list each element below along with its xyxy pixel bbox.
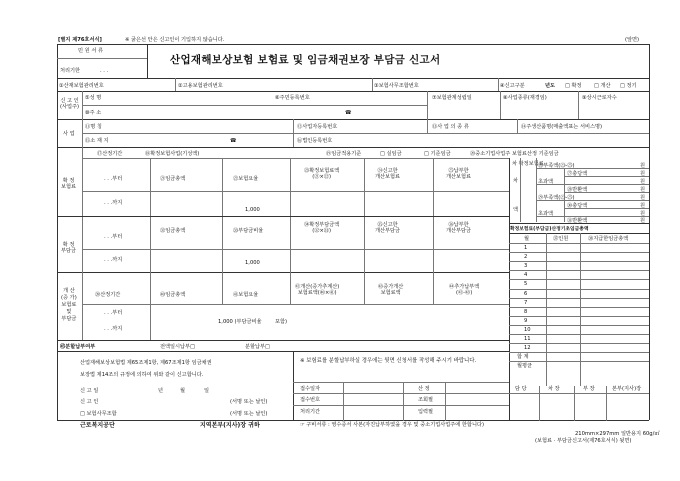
reporter-sign: (서명 또는 날인) [230, 399, 268, 405]
month-row-label: 3 [524, 263, 528, 270]
estimate-label: 개 산 (증 가) 보험료 및 부담금 [61, 288, 77, 322]
confirm-to: . . .까지 [104, 200, 123, 206]
levy-reported-est: ㉟신고한 개산부담금 [375, 222, 401, 234]
reporter-group-label: 신 고 인 (사업주) [60, 98, 80, 110]
side-row-5: ㉙부족액(㉓-㉕) [538, 195, 575, 201]
paper-size: 210mm×297mm 일반용지 60g/㎡ [575, 431, 660, 437]
report-date-month: 월 [180, 388, 186, 394]
report-date-label: 신 고 일 [80, 388, 99, 394]
side-unit-4: 원 [640, 187, 646, 193]
receipt-label: 민 원 서 류 [78, 48, 103, 54]
month-row-label: 1 [524, 245, 528, 251]
report-type-year: 년도 [545, 83, 556, 89]
office-receipt-no: 접수번호 [300, 397, 321, 403]
approval-head: 본부(지사)장 [612, 386, 642, 392]
page-side-label: (앞면) [625, 37, 640, 43]
month-row-label: 12 [524, 345, 531, 352]
month-total-label: 합 계 [517, 354, 529, 361]
side-unit-7: 원 [640, 211, 646, 217]
approval-deputy: 차 장 [548, 386, 560, 392]
form-title: 산업재해보상보험 보험료 및 임금채권보장 부담금 신고서 [170, 54, 441, 66]
side-unit-2: 원 [640, 171, 646, 177]
agent-checkbox[interactable]: □ 보험사무조합 [80, 411, 117, 417]
wage-col-people: ㊲인원 [553, 236, 569, 242]
header-notice: ※ 굵은선 안은 신고인이 기입하지 않습니다. [125, 37, 225, 43]
month-row-label: 6 [524, 290, 528, 297]
confirm-paid-est: ㉕납부한 개산보험료 [446, 168, 472, 180]
wage-col-month: 월 [524, 236, 530, 242]
agent-sign: (서명 또는 날인) [230, 411, 268, 417]
biz-period-label: ⑧사업종류(재경임) [503, 95, 547, 101]
office-calc: 산 정 [418, 386, 430, 392]
office-receipt-date: 접수일자 [300, 386, 321, 392]
side-row-7: ㉚충당액 [567, 203, 588, 209]
approval-manager: 부 장 [583, 386, 595, 392]
report-date-year: 년 [158, 388, 164, 394]
wage-base-label: ⑲임금적용기준 [326, 151, 362, 157]
install-opt-lump[interactable]: 전액일시납부□ [160, 344, 195, 350]
office-period: 처리기간 [300, 409, 321, 415]
installment-note: ※ 보험료를 분할납부하실 경우에는 뒷면 신청서를 작성해 주시기 바랍니다. [300, 358, 477, 364]
side-unit-1: 원 [640, 163, 646, 169]
install-opt-split[interactable]: 분할납부□ [245, 344, 270, 350]
side-row-3: ㉗충당액 [567, 171, 588, 177]
estimate-to: . . .까지 [104, 326, 123, 332]
reporter-address-label: ⑩주 소 [85, 110, 102, 116]
declaration-line-1: 산업재해보상보험법 제65조제1항, 제67조제1항 임금채권 [80, 360, 212, 366]
side-row-8: ㉛반환액 [567, 218, 588, 224]
side-row-2: 초과액 [538, 179, 554, 185]
installment-label: ㊺분할납부여부 [60, 344, 96, 350]
deadline-label: 처리기한 [60, 68, 81, 74]
month-row-label: 2 [524, 254, 528, 261]
levy-wage-total: ㉜임금총액 [160, 228, 186, 234]
levy-from: . . .부터 [104, 234, 123, 240]
confirm-premium-label: 확 정 보험료 [61, 178, 77, 190]
month-row-label: 10 [524, 326, 531, 333]
side-group-1: 차 [513, 178, 519, 184]
conf-date-label: ⑱확정보험사업(기성액) [145, 151, 200, 157]
declaration-line-2: 보장법 제14조의 규정에 의하여 위와 같이 신고합니다. [80, 372, 204, 378]
deadline-value: . . . [100, 68, 109, 74]
month-row-label: 11 [524, 336, 531, 342]
month-average-label: 월평균 [517, 363, 533, 370]
side-box-title: 차 확정보험료 [512, 161, 544, 167]
confirm-from: . . .부터 [104, 176, 123, 182]
wage-col-total: ㊳지급한임금총액 [588, 236, 629, 242]
levy-amount: ㉞확정부담금액 (㉜×㉝) [304, 222, 340, 234]
side-unit-5: 원 [640, 195, 646, 201]
agency-name: 근로복지공단 [80, 422, 115, 429]
wage-opt-standard[interactable]: □ 기준임금 [424, 151, 451, 157]
side-unit-6: 원 [640, 203, 646, 209]
wage-opt-sme: ⑳중소기업사업주 보험료산정 기준임금 [470, 151, 559, 157]
side-row-1: ㉖부족액(㉓-㉕) [538, 163, 575, 169]
estimate-levy-rate: 1,000 (부담금비율 [218, 319, 262, 325]
levy-rate-unit: 1,000 [245, 260, 260, 266]
side-unit-3: 원 [640, 179, 646, 185]
confirm-levy-label: 확 정 부담금 [61, 242, 77, 254]
confirm-reported-est: ㉔신고한 개산보험료 [375, 168, 401, 180]
approval-staff: 담 당 [515, 386, 527, 392]
form-number: [별지 제76호서식] [58, 37, 102, 43]
report-date-day: 일 [204, 388, 210, 394]
confirm-rate-unit: 1,000 [245, 207, 260, 213]
estimate-rate: ㊶보험요율 [233, 292, 259, 298]
contract-no-label: ③보험사무조합번호 [374, 83, 419, 89]
month-row-label: 7 [524, 299, 528, 306]
report-type-estimate[interactable]: □ 개산 [594, 83, 611, 89]
attachments-note: ☞ 구비서류 : 영수증서 사본(자진납부하였을 경우 및 중소기업사업주에 한합니다) [300, 422, 484, 428]
month-row-label: 8 [524, 308, 528, 315]
estimate-increase: ㊸증가개산 보험료액 [378, 284, 404, 296]
reporter-phone-icon: ☎ [345, 110, 352, 116]
office-lookup: 조회필 [418, 397, 434, 403]
estimate-levy-rate-end: 포함) [275, 319, 288, 325]
levy-to: . . .까지 [104, 257, 123, 263]
estimate-amount: ㊷개산(증가추계산) 보험료액(㊵×㊶) [295, 284, 340, 296]
footer-note: (보험료 · 부담금신고서(제76호서식) 뒷면) [535, 438, 632, 444]
month-row-label: 9 [524, 317, 528, 324]
workers-label: ⑨상시근로자수 [582, 95, 617, 101]
office-input: 입력필 [418, 409, 434, 415]
levy-paid-est: ㊱납부한 개산부담금 [446, 222, 472, 234]
main-product-label: ⑭주생산품명(매출액표는 서비스명) [521, 124, 603, 130]
reporter-name-label: ⑤성 명 [85, 95, 102, 101]
side-group-2: 액 [513, 207, 519, 213]
corp-no-label: ⑯법인등록번호 [297, 138, 333, 144]
estimate-wage-total: ㊵임금총액 [160, 292, 186, 298]
work-mgmt-no-label: ①산재보험관리번호 [59, 83, 104, 89]
biz-type-label: ⑬사 업 의 종 류 [432, 124, 469, 130]
report-type-periodic[interactable]: □ 정기 [620, 83, 637, 89]
confirm-wage-total: ㉑임금총액 [160, 176, 186, 182]
wage-opt-actual[interactable]: □ 실임금 [380, 151, 402, 157]
relation-date-label: ⑦보험관계성립일 [432, 95, 472, 101]
confirm-amount: ㉓확정보험료액 (㉑×㉒) [304, 168, 340, 180]
side-unit-8: 원 [640, 218, 646, 224]
estimate-period: ㊴산정기간 [95, 292, 121, 298]
business-phone-icon: ☎ [230, 138, 237, 144]
confirm-rate: ㉒보험요율 [233, 176, 259, 182]
resident-no-label: ⑥주민등록번호 [275, 95, 310, 101]
emp-mgmt-no-label: ②고용보험관리번호 [178, 83, 223, 89]
side-row-4: ㉘반환액 [567, 187, 588, 193]
side-row-6: 초과액 [538, 211, 554, 217]
branch-name: 지역본부(지사)장 귀하 [200, 422, 260, 429]
business-group-label: 사 업 [63, 131, 75, 137]
period-label: ⑰산정기간 [97, 151, 123, 157]
report-type-label: ④신고구분 [500, 83, 525, 89]
estimate-from: . . .부터 [104, 310, 123, 316]
report-type-confirm[interactable]: □ 확정 [565, 83, 582, 89]
company-name-label: ⑪명 칭 [85, 124, 102, 130]
biz-reg-label: ⑫사업자등록번호 [297, 124, 338, 130]
month-row-label: 4 [524, 272, 528, 279]
wage-table-title: 확정보험료(부담금)산정기초임금총액 [510, 227, 589, 232]
location-label: ⑮소 재 지 [85, 138, 109, 144]
estimate-additional: ㊹추가납부액 (㊷-㊸) [449, 284, 480, 296]
levy-rate: ㉝부담금비율 [233, 228, 264, 234]
reporter-sign-label: 신 고 인 [80, 399, 99, 405]
month-row-label: 5 [524, 281, 528, 288]
